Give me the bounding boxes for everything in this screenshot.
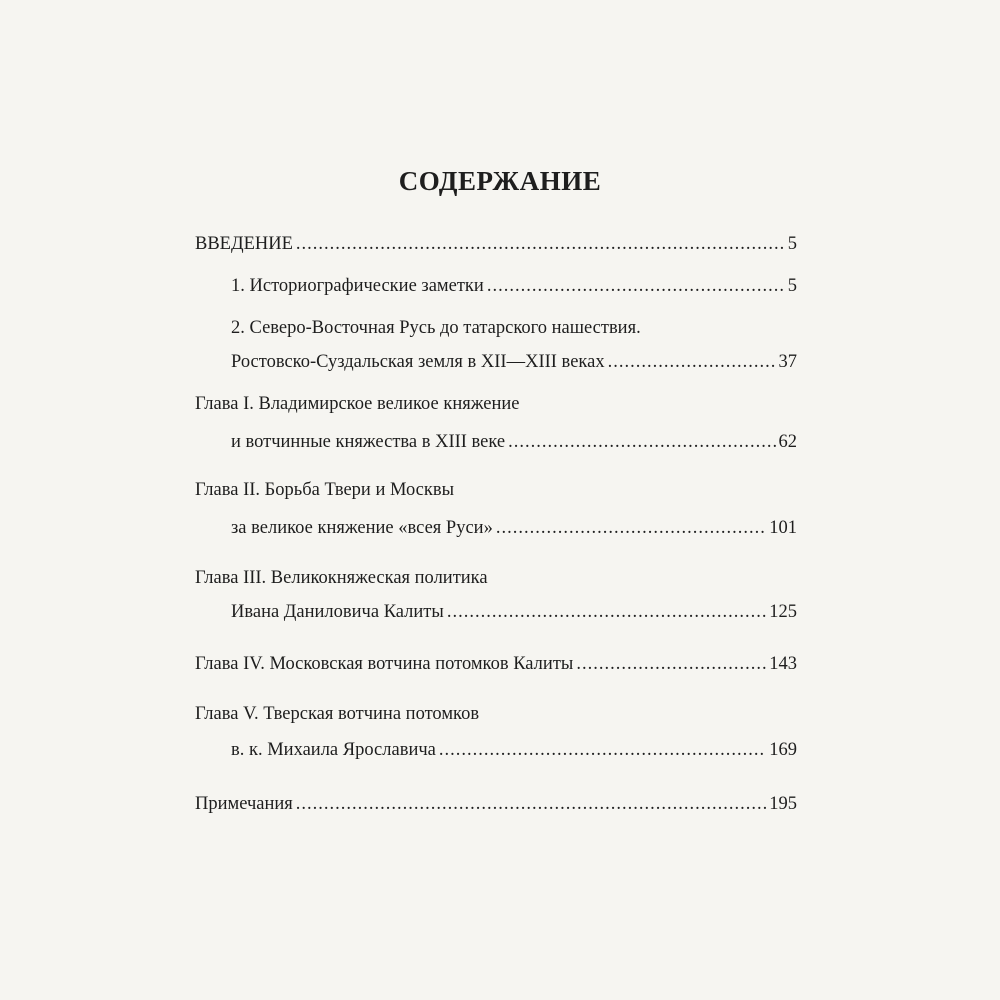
toc-page-number: 125 [769,602,797,622]
toc-page-number: 101 [769,518,797,538]
toc-entry-chapter-3-line2 [195,596,797,628]
toc-entry-historiographic-notes [195,270,797,302]
toc-entry-text: Глава II. Борьба Твери и Москвы [195,480,455,500]
toc-leader-dots [447,596,766,628]
toc-entry-text: 2. Северо-Восточная Русь до татарского нашествия. [231,318,641,338]
toc-entry-text: ВВЕДЕНИЕ [195,234,293,254]
toc-page-number: 143 [769,654,797,674]
toc-leader-dots [487,270,785,302]
toc-entry-text: Глава IV. Московская вотчина потомков Калиты [195,654,574,674]
toc-leader-dots [508,426,775,458]
toc-entry-text: Глава III. Великокняжеская политика [195,568,488,588]
toc-leader-dots [496,512,766,544]
toc-entry-northeast-rus-line1 [195,312,797,344]
toc-page-number: 195 [769,794,797,814]
toc-entry-chapter-1-line2 [195,426,797,458]
toc-entry-text: Глава I. Владимирское великое княжение [195,394,520,414]
toc-entry-text: за великое княжение «всея Руси» [231,518,493,538]
toc-entry-chapter-3-line1 [195,562,797,594]
toc-entry-text: 1. Историографические заметки [231,276,484,296]
toc-leader-dots [296,228,785,260]
toc-page-number: 62 [778,432,797,452]
toc-entry-chapter-2-line1 [195,474,797,506]
toc-entry-chapter-2-line2 [195,512,797,544]
toc-leader-dots [439,734,766,766]
toc-entry-notes [195,788,797,820]
toc-leader-dots [296,788,766,820]
toc-entry-chapter-4 [195,648,797,680]
toc-entry-text: Ростовско-Суздальская земля в XII—XIII веках [231,352,605,372]
toc-entry-text: и вотчинные княжества в XIII веке [231,432,506,452]
toc-page-number: 37 [778,352,797,372]
toc-leader-dots [576,648,766,680]
toc-entry-text: Ивана Даниловича Калиты [231,602,444,622]
toc-entry-chapter-1-line1 [195,388,797,420]
toc-page-number: 5 [787,234,797,254]
toc-entry-text: в. к. Михаила Ярославича [231,740,436,760]
toc-entry-text: Примечания [195,794,293,814]
toc-entry-chapter-5-line1 [195,698,797,730]
toc-entry-text: Глава V. Тверская вотчина потомков [195,704,480,724]
toc-entry-chapter-5-line2 [195,734,797,766]
toc-page-number: 5 [787,276,797,296]
toc-page-number: 169 [769,740,797,760]
toc-entry-northeast-rus-line2 [195,346,797,378]
toc-leader-dots [608,346,776,378]
page-title: СОДЕРЖАНИЕ [398,166,602,196]
toc-entry-introduction [195,228,797,260]
